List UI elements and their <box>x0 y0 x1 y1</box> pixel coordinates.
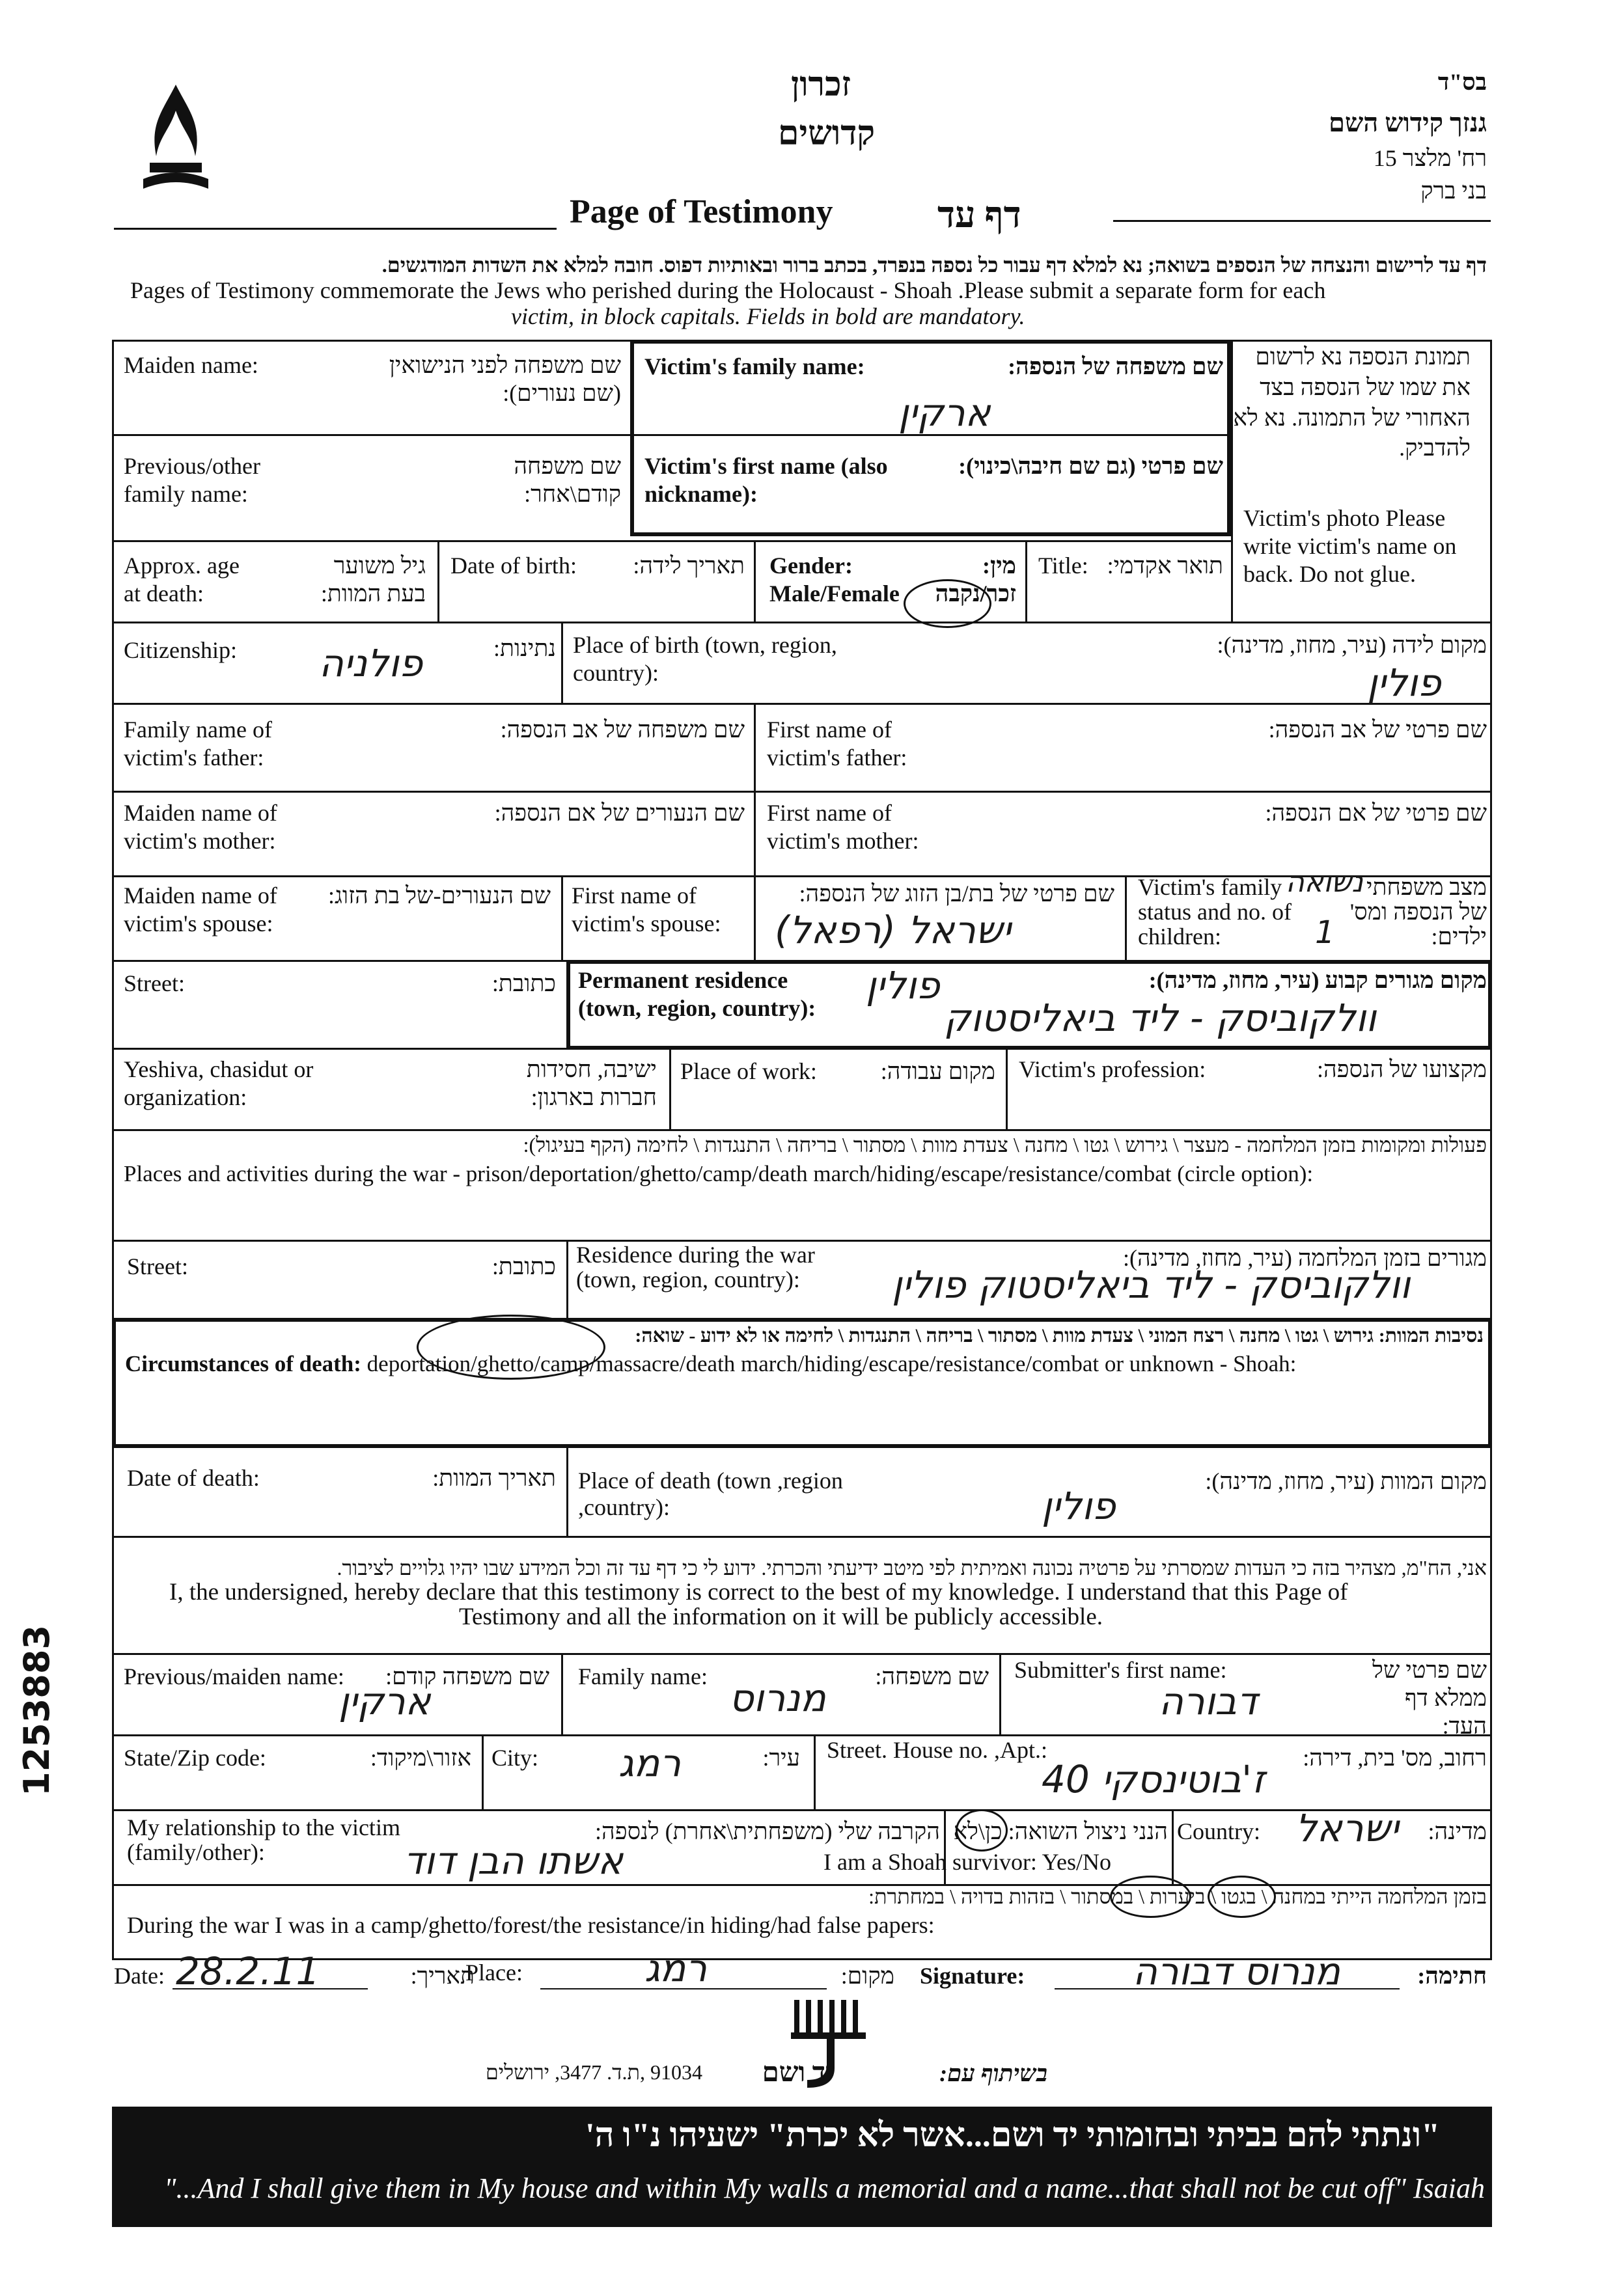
forest-sub-circle[interactable] <box>1110 1876 1191 1918</box>
org-name: גנזך קידוש השם <box>1329 108 1487 137</box>
signature-label: Signature: <box>920 1963 1025 1989</box>
family-status-label-he: מצב משפחתי של הנספה ומס' ילדים: <box>1349 874 1487 950</box>
places-label-he: פעולות ומקומות בזמן המלחמה - מעצר \ גירוש \ גטו \ מחנה \ צעדת מוות \ מסתור \ בריחה \ התנגדות \ לחימה (הקף בעיגול): <box>523 1133 1487 1156</box>
dod-label-he: תאריך המוות: <box>432 1465 556 1491</box>
header-rule-right <box>1113 220 1491 222</box>
sub-country-label-he: מדינה: <box>1428 1818 1487 1844</box>
quote-en: "...And I shall give them in My house and within My walls a memorial and a name...that shall not be cut off" Isaiah 56:5 <box>164 2172 1545 2204</box>
title-he-line1: זכרון <box>791 66 851 103</box>
survivor-label-he: הנני ניצול השואה: כן\לא <box>953 1818 1168 1844</box>
citizenship-label-he: נתינות: <box>493 635 556 661</box>
date-label-he: תאריך: <box>410 1963 475 1989</box>
pod-label-he: מקום המוות (עיר, מחוז, מדינה): <box>1205 1468 1487 1494</box>
place-label: Place: <box>465 1960 523 1986</box>
spouse-first-label-he: שם פרטי של בת/בן הזוג של הנספה: <box>799 881 1114 907</box>
perm-res-label: Permanent residence (town, region, country): <box>578 967 816 1022</box>
declaration-he: אני, הח"מ, מצהיר בזה כי העדות שמסרתי על פרטיה נכונה ואמיתית לפי מיטב ידיעתי והכרתי. ידוע לי כי דף עד זה וכל המידע שבו יהיו גלויים לציבור. <box>337 1556 1487 1579</box>
father-family-label-he: שם משפחה של אב הנספה: <box>500 717 745 743</box>
footer-address: 91034 ,ת.ד. 3477, ירושלים <box>485 2060 702 2084</box>
work-label-he: מקום עבודה: <box>880 1058 995 1084</box>
yad-vashem-he: יד ושם <box>762 2058 833 2088</box>
citizenship-label: Citizenship: <box>124 637 237 663</box>
header-bsd: בס"ד <box>1437 69 1487 95</box>
org-city: בני ברק <box>1420 178 1487 204</box>
sub-first-label: Submitter's first name: <box>1014 1657 1227 1683</box>
sub-family-label-he: שם משפחה: <box>875 1663 989 1689</box>
spouse-maiden-label-he: שם הנעורים-של בת הזוג: <box>328 882 551 909</box>
sub-city-label-he: עיר: <box>762 1745 800 1771</box>
side-number: 1253883 <box>16 1624 57 1796</box>
maiden-name-label-he: שם משפחה לפני הנישואין (שם נעורים): <box>389 352 621 407</box>
sub-zip-label-he: אזור\מיקוד: <box>370 1745 471 1771</box>
pod-label: Place of death (town ,region ,country): <box>578 1468 843 1521</box>
perm-res-value-1[interactable]: פולין <box>866 963 940 1007</box>
maiden-name-label: Maiden name: <box>124 352 258 378</box>
title-label-he: תואר אקדמי: <box>1107 553 1223 579</box>
gender-female-circle[interactable] <box>904 579 991 628</box>
header-rule-left <box>114 228 557 230</box>
sub-rel-label-he: הקרבה שלי (משפחתית\אחרת) לנספה: <box>595 1818 940 1844</box>
circumstances-label-he: נסיבות המוות: גירוש \ גטו \ מחנה \ רצח המוני \ צעדת מוות \ מסתור \ בריחה \ התנגדות \ לחימה או לא ידוע - שואה: <box>635 1325 1484 1346</box>
victim-family-value[interactable]: ארקין <box>898 390 991 435</box>
mother-first-label: First name of victim's mother: <box>767 800 919 854</box>
places-label-en: Places and activities during the war - prison/deportation/ghetto/camp/death march/hiding/escape/resistance/combat (circle option): <box>124 1161 1314 1186</box>
pob-label-he: מקום לידה (עיר, מחוז, מדינה): <box>1217 632 1487 658</box>
father-family-label: Family name of victim's father: <box>124 717 272 771</box>
sub-rel-value[interactable]: אשתו הבן דוד <box>404 1838 624 1883</box>
sub-rel-label: My relationship to the victim (family/other): <box>127 1814 400 1865</box>
spouse-first-label: First name of victim's spouse: <box>572 882 721 937</box>
father-first-label-he: שם פרטי של אב הנספה: <box>1268 717 1487 743</box>
declaration-en-2: Testimony and all the information on it will be publicly accessible. <box>459 1604 1103 1630</box>
mother-maiden-label: Maiden name of victim's mother: <box>124 800 277 854</box>
partner-label-he: בשיתוף עם: <box>939 2060 1047 2086</box>
photo-instructions-he: תמונת הנספה נא לרשום את שמו של הנספה בצד האחורי של התמונה. נא לא להדביק. <box>1233 344 1471 461</box>
pob-value[interactable]: פולין <box>1367 661 1441 705</box>
previous-name-label-he: שם משפחה קודם\אחר: <box>514 453 621 508</box>
age-label: Approx. age at death: <box>124 553 240 607</box>
sub-country-label: Country: <box>1177 1818 1261 1844</box>
sub-country-value[interactable]: ישראל <box>1295 1806 1399 1850</box>
spouse-first-value[interactable]: ישראל (רפאל) <box>775 908 1011 952</box>
profession-label: Victim's profession: <box>1019 1056 1206 1082</box>
citizenship-value[interactable]: פולניה <box>319 641 423 685</box>
street-label-he: כתובת: <box>491 970 556 996</box>
during-label-en: During the war I was in a camp/ghetto/forest/the resistance/in hiding/had false papers: <box>127 1912 935 1938</box>
yeshiva-label: Yeshiva, chasidut or organization: <box>124 1056 314 1111</box>
org-street: רח' מלצר 15 <box>1373 145 1487 171</box>
war-res-value[interactable]: וולקוביסק - ליד ביאליסטוק פולין <box>892 1263 1411 1307</box>
victim-first-label-he: שם פרטי (גם שם חיבה\כינוי): <box>958 453 1223 479</box>
mother-first-label-he: שם פרטי של אם הנספה: <box>1265 800 1487 826</box>
family-status-value[interactable]: נשואה <box>1286 866 1363 899</box>
sub-first-value[interactable]: דבורה <box>1159 1679 1258 1723</box>
quote-banner <box>112 2107 1545 2227</box>
signature-value[interactable]: מנרוס דבורה <box>1133 1949 1340 1993</box>
war-street-label: Street: <box>127 1253 188 1279</box>
yeshiva-label-he: ישיבה, חסידות חברות בארגון: <box>526 1056 657 1111</box>
photo-instructions-en: Victim's photo Please write victim's name on back. Do not glue. <box>1243 505 1457 588</box>
quote-he: "ונתתי להם בביתי ובחומותי יד ושם...אשר לא יכרת" ישעיהו נ"ו ה' <box>585 2117 1440 2154</box>
sub-family-label: Family name: <box>578 1663 708 1689</box>
circumstances-options: deportation/ghetto/camp/massacre/death march/hiding/escape/resistance/combat or unknown - Shoah: <box>366 1351 1297 1376</box>
war-res-label: Residence during the war (town, region, country): <box>576 1242 815 1292</box>
sub-city-value[interactable]: רמג <box>618 1741 682 1785</box>
war-res-label-he: מגורים בזמן המלחמה (עיר, מחוז, מדינה): <box>1122 1245 1487 1271</box>
circumstances-label-en <box>125 1350 1296 1378</box>
page-title-he: דף עד <box>937 195 1021 236</box>
family-status-label: Victim's family status and no. of children: <box>1138 874 1292 950</box>
intro-he: דף עד לרישום והנצחה של הנספים בשואה; נא למלא דף עבור כל נספה בנפרד, בכתב ברור ובאותיות דפוס. חובה למלא את השדות המודגשים. <box>381 253 1487 277</box>
place-label-he: מקום: <box>840 1963 894 1989</box>
gender-label: Gender: Male/Female <box>769 553 900 607</box>
place-value[interactable]: רמג <box>644 1946 708 1990</box>
sub-zip-label: State/Zip code: <box>124 1745 266 1771</box>
age-label-he: גיל משוער בעת המוות: <box>320 553 426 607</box>
sub-prev-value[interactable]: ארקין <box>339 1679 431 1723</box>
ghetto-circle[interactable] <box>417 1315 605 1380</box>
date-label: Date: <box>114 1963 165 1989</box>
page-title-en: Page of Testimony <box>570 193 833 230</box>
mother-maiden-label-he: שם הנעורים של אם הנספה: <box>494 800 745 826</box>
perm-res-label-he: מקום מגורים קבוע (עיר, מחוז, מדינה): <box>1148 967 1487 993</box>
sub-family-value[interactable]: מנרוס <box>729 1676 826 1720</box>
sub-prev-label-he: שם משפחה קודם: <box>385 1663 549 1689</box>
survivor-yes-circle[interactable] <box>956 1809 1008 1852</box>
victim-first-label: Victim's first name (also nickname): <box>644 453 888 508</box>
dob-label: Date of birth: <box>450 553 577 579</box>
memorial-logo <box>137 85 215 202</box>
sub-street-value[interactable]: ז'בוטינסקי 40 <box>1042 1757 1265 1801</box>
sub-street-label: Street. House no. ,Apt.: <box>827 1737 1047 1763</box>
declaration-en-1: I, the undersigned, hereby declare that this testimony is correct to the best of my knowledge. I understand that this Page of <box>169 1579 1348 1606</box>
children-value[interactable]: 1 <box>1315 914 1335 951</box>
sub-street-label-he: רחוב, מס' בית, דירה: <box>1303 1745 1487 1771</box>
father-first-label: First name of victim's father: <box>767 717 907 771</box>
intro-en-1: Pages of Testimony commemorate the Jews who perished during the Holocaust - Shoah .Please submit a separate form for each <box>130 277 1326 303</box>
work-label: Place of work: <box>680 1058 817 1084</box>
title-he-line2: קדושים <box>778 115 876 152</box>
victim-family-label-he: שם משפחה של הנספה: <box>1008 353 1223 379</box>
spouse-maiden-label: Maiden name of victim's spouse: <box>124 882 277 937</box>
title-label: Title: <box>1038 553 1088 579</box>
intro-en-2: victim, in block capitals. Fields in bold are mandatory. <box>511 303 1025 329</box>
date-value[interactable]: 28.2.11 <box>176 1949 320 1993</box>
previous-name-label: Previous/other family name: <box>124 453 260 508</box>
pod-value[interactable]: פולין <box>1042 1484 1116 1528</box>
sub-prev-label: Previous/maiden name: <box>124 1663 344 1689</box>
survivor-label-en: I am a Shoah survivor: Yes/No <box>823 1849 1111 1875</box>
dob-label-he: תאריך לידה: <box>633 553 745 579</box>
sub-first-label-he: שם פרטי של ממלא דף העד: <box>1372 1657 1487 1740</box>
dod-label: Date of death: <box>127 1465 260 1491</box>
street-label: Street: <box>124 970 185 996</box>
ghetto-sub-circle[interactable] <box>1208 1876 1276 1918</box>
victim-family-label: Victim's family name: <box>644 353 865 379</box>
signature-label-he: חתימה: <box>1417 1963 1487 1989</box>
circumstances-title: Circumstances of death: <box>125 1351 361 1376</box>
during-label-he: בזמן המלחמה הייתי במחנה \ בגטו \ ביערות \ במסתור \ בזהות בדויה \ במחתרת: <box>868 1885 1487 1908</box>
perm-res-value-2[interactable]: וולקוביסק - ליד ביאליסטוק <box>944 996 1377 1040</box>
sub-city-label: City: <box>491 1745 539 1771</box>
pob-label: Place of birth (town, region, country): <box>573 632 837 687</box>
war-street-label-he: כתובת: <box>491 1253 556 1279</box>
profession-label-he: מקצועו של הנספה: <box>1316 1056 1487 1082</box>
gender-label-he: מין: זכר/נקבה <box>935 553 1016 607</box>
